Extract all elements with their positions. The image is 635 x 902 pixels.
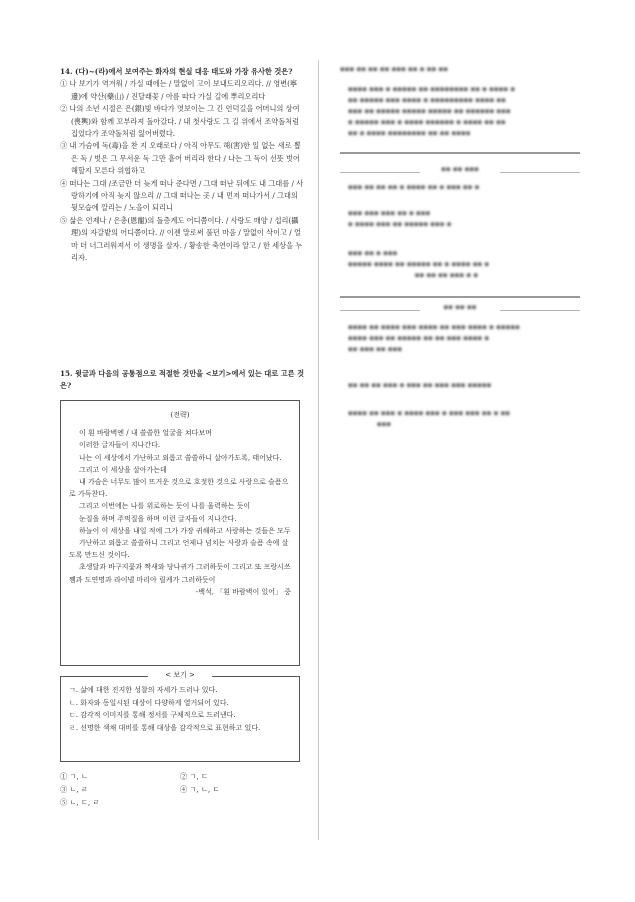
poem-line: 그리고 이번에는 나를 위로하는 듯이 나를 울력하는 듯이 [79,502,251,511]
blurred-text-block: ▪▪▪▪ ▪▪ ▪▪▪ ▪ ▪▪▪▪ ▪▪▪ ▪ ▪▪▪ ▪▪▪ ▪▪ ▪ ▪▪ ▪▪▪ [348,409,511,428]
q14-option-1: ① 나 보기가 역겨워 / 가실 때에는 / 말없이 고이 보내드리오리다. // 영변(寧邊)에 약산(藥山) / 진달래꽃 / 아름 따다 가실 길에 뿌리오리다 [60,79,298,101]
blurred-text-block: ▪▪▪ ▪▪▪ ▪▪▪ ▪▪ ▪ ▪▪▪ ▪ ▪▪▪▪ ▪▪▪ ▪▪ ▪▪▪▪▪ ▪▪▪ ▪ [348,209,452,228]
blurred-section-label: ▪▪ ▪▪ ▪▪▪ [441,165,479,173]
section-rule [340,172,420,173]
blurred-text-block: ▪▪▪▪ ▪▪▪ ▪ ▪▪▪▪▪ ▪▪ ▪▪▪▪▪▪▪▪ ▪▪ ▪ ▪▪▪▪ ▪ ▪▪ ▪▪▪▪▪ ▪▪▪ ▪▪▪▪ ▪ ▪▪▪▪▪▪▪▪▪ ▪▪▪▪ ▪▪ ▪▪▪ ▪▪ ▪▪▪▪▪ ▪▪▪▪▪ ▪▪▪▪▪ ▪▪ ▪▪▪▪▪▪ ▪▪▪ ▪ ▪▪▪▪▪ ▪▪▪ ▪ ▪▪▪▪ ▪▪▪▪▪▪ ▪ ▪▪▪▪ ▪▪ ▪▪ ▪▪ ▪ ▪▪▪▪ ▪▪▪▪▪▪▪▪ ▪▪ ▪▪ ▪▪▪▪ [348,85,516,137]
section-rule [500,310,580,311]
bogi-item: ㄱ. 삶에 대한 진지한 성찰의 자세가 드러나 있다. [69,686,218,694]
bogi-label: < 보기 > [60,670,300,680]
poem-line: 이러한 글자들이 지나간다. [79,441,161,450]
poem-box-header: (전략) [170,411,190,419]
section-rule [340,296,580,298]
bogi-item: ㄴ. 화자와 동일시된 대상이 다양하게 열거되어 있다. [69,698,229,707]
blurred-text-block: ▪▪▪▪ ▪▪ ▪▪▪▪ ▪▪▪ ▪▪▪▪ ▪▪ ▪▪▪ ▪▪▪▪ ▪ ▪▪▪▪▪ ▪▪▪▪ ▪▪▪ ▪▪ ▪▪▪▪▪ ▪▪ ▪▪ ▪▪▪ ▪▪▪▪ ▪ ▪▪ ▪▪▪ ▪▪ ▪▪▪ [348,323,520,353]
poem-source: -백석, 「흰 바람벽이 있어」 중 [195,587,291,596]
question-15 [60,368,305,393]
section-rule [340,310,420,311]
bogi-box [60,676,300,762]
q14-number: 14. [60,67,73,76]
poem-line: 가난하고 외롭고 쓸쓸하니 그리고 언제나 넘치는 사랑과 슬픔 속에 살도록 만드신 것이다. [69,539,289,560]
poem-line: 하늘이 이 세상을 내일 적에 그가 가장 귀해하고 사랑하는 것들은 모두 [79,526,291,535]
blurred-section-label: ▪▪ ▪▪ ▪▪ [443,303,477,311]
q15-header [60,368,305,393]
q15-prompt: 윗글과 다음의 공통점으로 적절한 것만을 <보기>에서 있는 대로 고른 것은? [60,369,305,391]
poem-line: 초생달과 바구지꽃과 짝새와 당나귀가 그러하듯이 그리고 또 프랑시쓰 쨈과 도연명과 라이넬 마리아 릴케가 그러하듯이 [69,563,291,584]
answer-choice-2: ② ㄱ, ㄷ [180,772,208,781]
blurred-text-block: ▪▪▪ ▪▪ ▪▪ ▪▪ ▪▪▪ ▪▪ ▪ ▪▪ ▪▪ [340,65,448,73]
q14-option-2: ② 나의 소년 시절은 은(銀)빛 바다가 엿보이는 그 긴 언덕길을 어머니의 상여(喪輿)와 함께 꼬부라져 돌아갔다. / 내 첫사랑도 그 길 위에서 조약돌처럼 집었다가 조약돌처럼 잃어버렸다. [60,104,300,139]
bogi-item: ㄷ. 감각적 이미지를 통해 정서를 구체적으로 드러낸다. [69,711,236,720]
poem-box [60,400,300,666]
answer-choice-5: ⑤ ㄴ, ㄷ, ㄹ [60,798,100,807]
poem-line: 그리고 이 세상을 살아가는데 [79,465,167,474]
q14-option-5: ⑤ 삶은 언제나 / 은총(恩寵)의 돌층계도 어디쯤이다. / 사랑도 매양 / 섭리(攝理)의 자갈밭의 어디쯤이다. // 이젠 말로써 풀던 마음 / 말없이 삭이고 / 얼마 더 너그러워져서 이 생명을 살자. / 황송한 축연이라 알고 / 한 세상을 누리자. [60,215,303,263]
q15-number: 15. [60,369,73,378]
blurred-text-block: ▪▪▪ ▪▪ ▪ ▪▪▪ ▪▪▪▪▪ ▪▪▪▪ ▪▪ ▪▪▪▪▪ ▪▪ ▪ ▪▪▪▪ ▪▪ ▪ ▪▪ ▪▪ ▪▪ ▪▪▪ ▪ ▪ [348,249,490,279]
poem-line: 이 흰 바람벽엔 / 내 쓸쓸한 얼굴을 쳐다보며 [79,429,212,438]
answer-choice-1: ① ㄱ, ㄴ [60,772,88,781]
q14-option-3: ③ 내 가슴에 독(毒)을 찬 지 오래로다 / 아직 아무도 해(害)한 일 없는 새로 뽑은 독 / 벗은 그 무서운 독 그만 흩어 버리라 한다 / 나는 그 독이 선뜻 벗어 해할지 모른다 위협하고 [60,141,301,176]
section-rule [500,172,580,173]
q15-answers [60,770,300,809]
column-divider [318,60,319,840]
poem-line: 내 가슴은 너무도 많이 뜨거운 것으로 호젓한 것으로 사랑으로 슬픔으로 가득찬다. [69,478,289,499]
q14-header [60,66,305,78]
blurred-text-block: ▪▪ ▪▪ ▪▪ ▪▪▪ ▪ ▪▪▪ ▪▪ ▪▪▪ ▪▪▪ ▪▪▪▪▪ [348,381,492,389]
q14-option-4: ④ 떠나는 그대 /조금만 더 늦게 떠나 준다면 / 그대 떠난 뒤에도 내 그대를 / 사랑하기에 아직 늦지 않으리 // 그대 떠나는 곳 / 내 먼저 떠나가서 / 그대의 뒷모습에 깔리는 / 노을이 되리니 [60,178,304,213]
poem-line: 나는 이 세상에서 가난하고 외롭고 쓸쓸하니 살아가도록, 태어났다. [79,453,282,462]
q14-prompt: (다)~(라)에서 보여주는 화자의 현실 대응 태도와 가장 유사한 것은? [75,67,293,76]
blurred-text-block: ▪▪▪ ▪▪ ▪▪ ▪▪ ▪ ▪▪▪▪ ▪▪ ▪ ▪▪▪ ▪▪ ▪ [348,183,480,191]
question-14 [60,66,305,265]
poem-line: 눈질을 하며 주먹질을 하며 이런 글자들이 지나간다. [79,514,237,523]
answer-choice-3: ③ ㄴ, ㄹ [60,785,88,794]
bogi-item: ㄹ. 선명한 색채 대비를 통해 대상을 감각적으로 표현하고 있다. [69,723,261,732]
section-rule [340,152,580,154]
answer-choice-4: ④ ㄱ, ㄴ, ㄷ [180,785,220,794]
